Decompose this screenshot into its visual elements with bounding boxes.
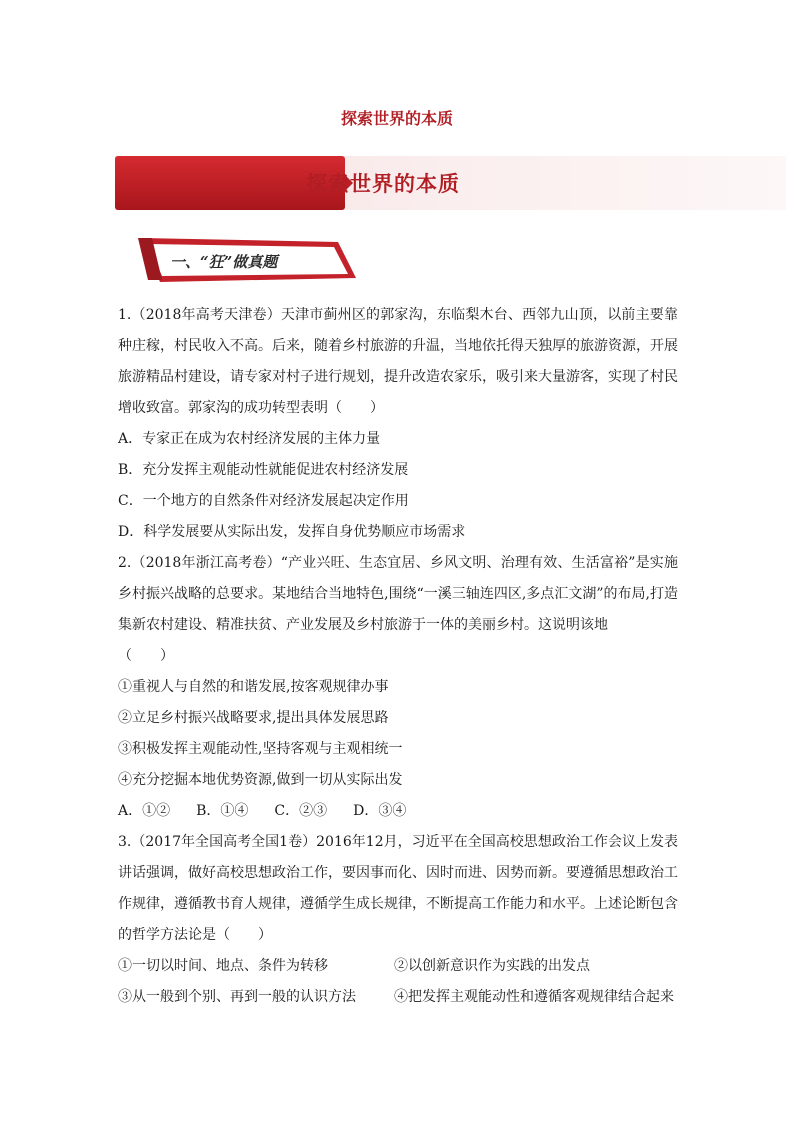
question-2-item-3: ③积极发挥主观能动性,坚持客观与主观相统一 — [118, 741, 403, 757]
question-list — [118, 300, 678, 1013]
question-1-option-d: D．科学发展要从实际出发，发挥自身优势顺应市场需求 — [118, 524, 466, 540]
question-3-item-4: ④把发挥主观能动性和遵循客观规律结合起来 — [394, 989, 674, 1005]
question-2-choice-d: D．③④ — [353, 803, 407, 819]
section-tag — [138, 238, 360, 284]
question-2-item-1: ①重视人与自然的和谐发展,按客观规律办事 — [118, 679, 389, 695]
question-2-text: 2.（2018年浙江高考卷）“产业兴旺、生态宜居、乡风文明、治理有效、生活富裕”是实施乡村振兴战略的总要求。某地结合当地特色,围绕“一溪三轴连四区,多点汇文湖”的布局,打造集新农村建设、精准扶贫、产业发展及乡村旅游于一体的美丽乡村。这说明该地 — [118, 555, 678, 633]
section-label: 一、“狂”做真题 — [170, 253, 278, 271]
question-1-option-a: A．专家正在成为农村经济发展的主体力量 — [118, 431, 381, 447]
banner-title: 探索世界的本质 — [306, 171, 460, 196]
title-banner — [115, 156, 786, 210]
question-2-choice-a: A．①② — [118, 803, 171, 819]
question-3-item-1: ①一切以时间、地点、条件为转移 — [118, 958, 328, 974]
question-2-item-2: ②立足乡村振兴战略要求,提出具体发展思路 — [118, 710, 389, 726]
question-2-choices — [118, 796, 678, 827]
question-1-option-b: B．充分发挥主观能动性就能促进农村经济发展 — [118, 462, 409, 478]
page-title: 探索世界的本质 — [340, 109, 453, 128]
question-1 — [118, 300, 678, 548]
question-2-answer-paren: （ ） — [118, 648, 174, 664]
question-3-item-3: ③从一般到个别、再到一般的认识方法 — [118, 989, 356, 1005]
question-3-text: 3.（2017年全国高考全国1卷）2016年12月，习近平在全国高校思想政治工作会议上发表讲话强调，做好高校思想政治工作，要因事而化、因时而进、因势而新。要遵循思想政治工作规律，遵循教书育人规律，遵循学生成长规律，不断提高工作能力和水平。上述论断包含的哲学方法论是（ ） — [118, 834, 678, 943]
question-1-text: 1.（2018年高考天津卷）天津市蓟州区的郭家沟，东临梨木台、西邻九山顶，以前主要靠种庄稼，村民收入不高。后来，随着乡村旅游的升温，当地依托得天独厚的旅游资源，开展旅游精品村建设，请专家对村子进行规划，提升改造农家乐，吸引来大量游客，实现了村民增收致富。郭家沟的成功转型表明（ ） — [118, 307, 678, 416]
question-2-item-4: ④充分挖掘本地优势资源,做到一切从实际出发 — [118, 772, 403, 788]
question-1-option-c: C．一个地方的自然条件对经济发展起决定作用 — [118, 493, 409, 509]
question-3-item-2: ②以创新意识作为实践的出发点 — [394, 958, 590, 974]
question-3-items-row-1 — [118, 951, 678, 982]
question-2-choice-c: C．②③ — [274, 803, 328, 819]
question-3-items-row-2 — [118, 982, 678, 1013]
question-3 — [118, 827, 678, 1013]
question-2-choice-b: B．①④ — [196, 803, 249, 819]
question-2 — [118, 548, 678, 827]
